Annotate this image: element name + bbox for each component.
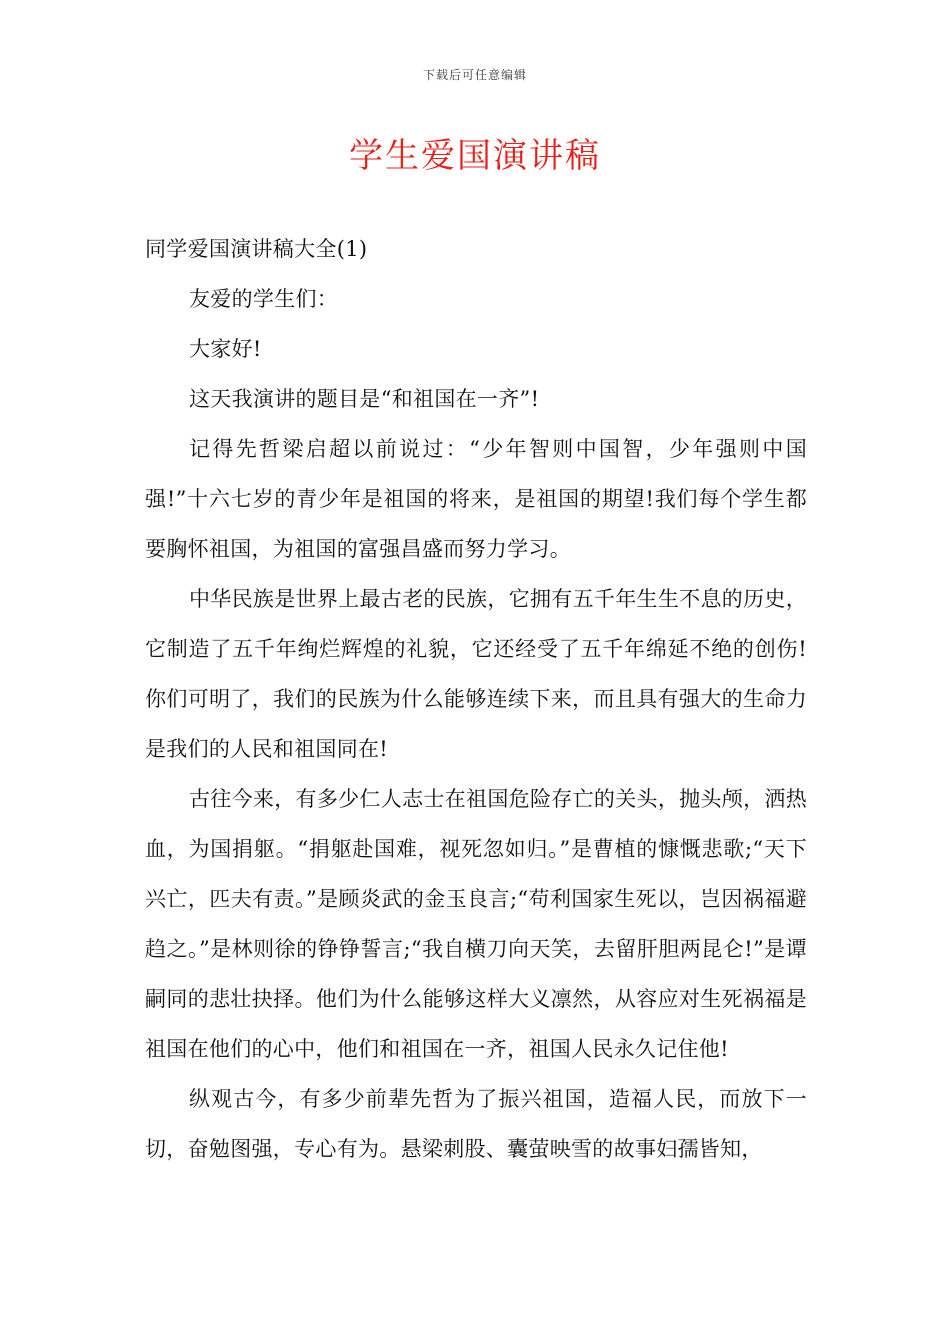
paragraph-liang-qichao: 记得先哲梁启超以前说过：“少年智则中国智，少年强则中国强!”十六七岁的青少年是祖国的将来，是祖国的期望!我们每个学生都要胸怀祖国，为祖国的富强昌盛而努力学习。 [145, 437, 807, 561]
document-body [145, 224, 807, 1174]
paragraph-topic: 这天我演讲的题目是“和祖国在一齐”! [189, 387, 540, 411]
paragraph-patriots: 古往今来，有多少仁人志士在祖国危险存亡的关头，抛头颅，洒热血，为国捐躯。“捐躯赴国难，视死忽如归。”是曹植的慷慨悲歌;“天下兴亡，匹夫有责。”是顾炎武的金玉良言;“苟利国家生死以，岂因祸福避趋之。”是林则徐的铮铮誓言;“我自横刀向天笑，去留肝胆两昆仑!”是谭嗣同的悲壮抉择。他们为什么能够这样大义凛然，从容应对生死祸福是祖国在他们的心中，他们和祖国在一齐，祖国人民永久记住他! [145, 787, 807, 1061]
paragraph-greeting: 友爱的学生们： [189, 287, 339, 311]
header-note: 下载后可任意编辑 [422, 68, 527, 82]
paragraph-predecessors: 纵观古今，有多少前辈先哲为了振兴祖国，造福人民，而放下一切，奋勉图强，专心有为。悬梁刺股、囊萤映雪的故事妇孺皆知， [145, 1087, 807, 1161]
paragraph-hello: 大家好! [189, 337, 262, 361]
document-subtitle: 同学爱国演讲稿大全(1) [145, 237, 368, 261]
document-title: 学生爱国演讲稿 [349, 136, 601, 176]
paragraph-chinese-nation: 中华民族是世界上最古老的民族，它拥有五千年生生不息的历史，它制造了五千年绚烂辉煌的礼貌，它还经受了五千年绵延不绝的创伤!你们可明了，我们的民族为什么能够连续下来，而且具有强大的生命力是我们的人民和祖国同在! [145, 587, 807, 761]
